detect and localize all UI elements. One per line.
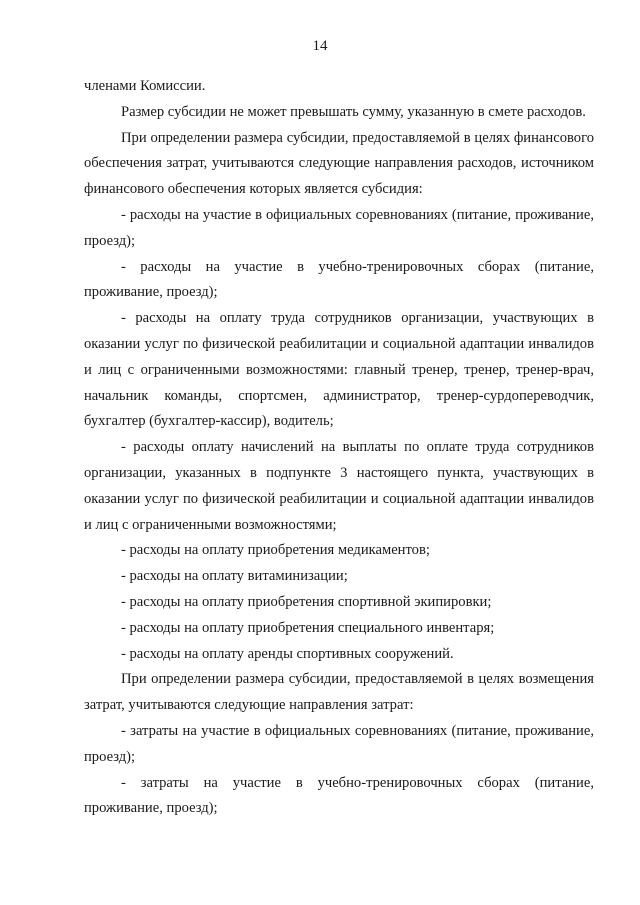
list-item-expense-payroll-charges: - расходы оплату начислений на выплаты по оплате труда сотрудников организации, указанных в подпункте 3 настоящего пункта, участвующих в оказании услуг по физической реабилитации и социальной адаптации инвалидов и лиц с ограниченными возможностями; [84, 439, 594, 533]
list-item-expense-competitions: - расходы на участие в официальных соревнованиях (питание, проживание, проезд); [84, 206, 594, 249]
list-item-expense-medicines: - расходы на оплату приобретения медикаментов; [121, 542, 430, 559]
list-item-expense-training-camps: - расходы на участие в учебно-тренировочных сборах (питание, проживание, проезд); [84, 258, 594, 301]
list-item-cost-training-camps: - затраты на участие в учебно-тренировочных сборах (питание, проживание, проезд); [84, 774, 594, 817]
list-item-expense-vitamins: - расходы на оплату витаминизации; [121, 568, 348, 585]
list-item-expense-facility-rent: - расходы на оплату аренды спортивных сооружений. [121, 645, 454, 662]
paragraph-cost-reimbursement-intro: При определении размера субсидии, предоставляемой в целях возмещения затрат, учитываются следующие направления затрат: [84, 671, 594, 714]
list-item-expense-staff-salary: - расходы на оплату труда сотрудников организации, участвующих в оказании услуг по физической реабилитации и социальной адаптации инвалидов и лиц с ограниченными возможностями: главный тренер, тренер, тренер-врач, начальник команды, спортсмен, администратор, тренер-сурдопереводчик, бухгалтер (бухгалтер-кассир), водитель; [84, 310, 594, 430]
list-item-expense-sports-equipment: - расходы на оплату приобретения спортивной экипировки; [121, 593, 492, 610]
document-body [84, 74, 594, 822]
page-number: 14 [312, 38, 328, 54]
list-item-cost-competitions: - затраты на участие в официальных соревнованиях (питание, проживание, проезд); [84, 722, 594, 765]
paragraph-continuation: членами Комиссии. [84, 78, 206, 94]
paragraph-expense-directions-intro: При определении размера субсидии, предоставляемой в целях финансового обеспечения затрат, учитываются следующие направления расходов, источником финансового обеспечения которых является субсидия: [84, 129, 594, 198]
list-item-expense-special-inventory: - расходы на оплату приобретения специального инвентаря; [121, 619, 495, 636]
paragraph-subsidy-limit: Размер субсидии не может превышать сумму, указанную в смете расходов. [121, 103, 586, 120]
